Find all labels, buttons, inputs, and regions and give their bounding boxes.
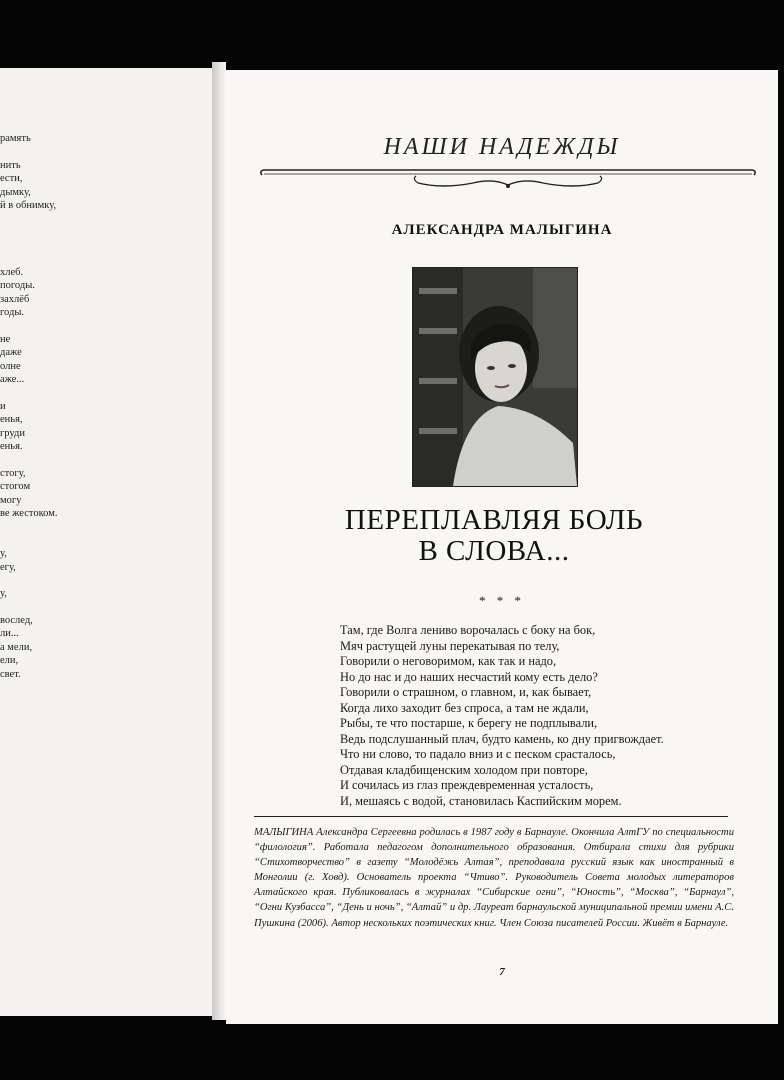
left-page-line: стогу, <box>0 467 26 479</box>
poem-line: Говорили о неговоримом, как так и надо, <box>340 654 557 668</box>
poem-line: Там, где Волга лениво ворочалась с боку на бок, <box>340 623 596 637</box>
left-page-line: могу <box>0 494 22 506</box>
poem-line: Но до нас и до наших несчастий кому есть дело? <box>340 669 598 684</box>
left-page-line: а мели, <box>0 641 33 653</box>
section-title: НАШИ НАДЕЖДЫ <box>383 134 621 160</box>
left-page-line: егу, <box>0 561 16 573</box>
left-page-line: аже... <box>0 374 25 386</box>
left-page-line: захлёб <box>0 293 30 305</box>
left-page-line: ели, <box>0 655 19 667</box>
left-page-line <box>0 520 57 533</box>
author-name: АЛЕКСАНДРА МАЛЫГИНА <box>391 222 613 238</box>
left-page-line: погоды. <box>0 280 35 292</box>
left-page-line <box>0 534 57 547</box>
poem-line: Отдавая кладбищенским холодом при повторе, <box>340 762 588 777</box>
left-page-line <box>0 239 57 252</box>
left-page-line: й в обнимку, <box>0 199 57 211</box>
poem-line: И сочилась из глаз преждевременная усталость, <box>340 778 594 792</box>
left-page-line: хлеб. <box>0 266 24 278</box>
left-page-line: енья, <box>0 414 23 426</box>
left-page-line: у, <box>0 588 7 600</box>
left-page-line <box>0 145 57 158</box>
right-page <box>226 70 778 1024</box>
left-page <box>0 68 212 1016</box>
left-page-line: у, <box>0 548 7 560</box>
left-page-line: нить <box>0 159 21 171</box>
left-page-line <box>0 212 57 225</box>
poem-line: И, мешаясь с водой, становилась Каспийским морем. <box>340 793 622 808</box>
left-page-line <box>0 601 57 614</box>
ornamental-rule <box>258 165 758 195</box>
article-title <box>344 505 644 567</box>
left-page-text <box>0 132 57 681</box>
left-page-line: рамять <box>0 133 31 144</box>
poem-line: Мяч растущей луны перекатывая по телу, <box>340 638 560 653</box>
left-page-line <box>0 453 57 466</box>
bio-divider <box>254 816 728 817</box>
left-page-line: и <box>0 400 6 412</box>
poem-line: Рыбы, те что постарше, к берегу не подплывали, <box>340 716 598 730</box>
left-page-line: даже <box>0 347 22 359</box>
poem-line: Что ни слово, то падало вниз и с песком срасталось, <box>340 747 616 761</box>
left-page-line: годы. <box>0 307 25 319</box>
left-page-line <box>0 319 57 332</box>
poem-line: Когда лихо заходит без спроса, а там не ждали, <box>340 700 589 715</box>
left-page-line: ли... <box>0 628 19 640</box>
left-page-line <box>0 226 57 239</box>
left-page-line: ве жестоком. <box>0 507 58 519</box>
left-page-line: груди <box>0 427 25 439</box>
author-photo <box>412 267 578 487</box>
left-page-line <box>0 386 57 399</box>
left-page-line: свет. <box>0 668 21 680</box>
left-page-line: ести, <box>0 173 23 185</box>
left-page-line: вослед, <box>0 615 33 627</box>
left-page-line: стогом <box>0 481 31 493</box>
page-number: 7 <box>499 966 505 978</box>
article-title-line-2: В СЛОВА... <box>418 535 570 567</box>
poem-line: Ведь подслушанный плач, будто камень, ко дну пригвождает. <box>340 731 664 746</box>
poem-separator: * * * <box>479 593 525 608</box>
poem-line: Говорили о страшном, о главном, и, как бывает, <box>340 685 592 699</box>
left-page-line: дымку, <box>0 186 31 198</box>
book-gutter <box>212 62 226 1020</box>
left-page-line <box>0 253 57 266</box>
left-page-line: енья. <box>0 440 23 452</box>
left-page-line: не <box>0 333 11 345</box>
author-bio: МАЛЫГИНА Александра Сергеевна родилась в 1987 году в Барнауле. Окончила АлтГУ по специальности “филология”. Работала педагогом дополнительного образования. Отбирала стихи для рубрики “Стихотворчество” в газету “Молодёжь Алтая”, преподавала русский язык как иностранный в Монголии (г. Ховд). Основатель проекта “Чтиво”. Руководитель Совета молодых литераторов Алтайского края. Публиковалась в журналах “Сибирские огни”, “Юность”, “Москва”, “Барнаул”, “Огни Кузбасса”, “День и ночь”, “Алтай” и др. Лауреат барнаульской муниципальной премии имени А.С. Пушкина (2006). Автор нескольких поэтических книг. Член Союза писателей России. Живёт в Барнауле. <box>254 827 734 929</box>
portrait-image <box>413 268 577 486</box>
left-page-line: олне <box>0 360 21 372</box>
poem <box>340 623 664 809</box>
left-page-line <box>0 574 57 587</box>
article-title-line-1: ПЕРЕПЛАВЛЯЯ БОЛЬ <box>344 504 644 536</box>
